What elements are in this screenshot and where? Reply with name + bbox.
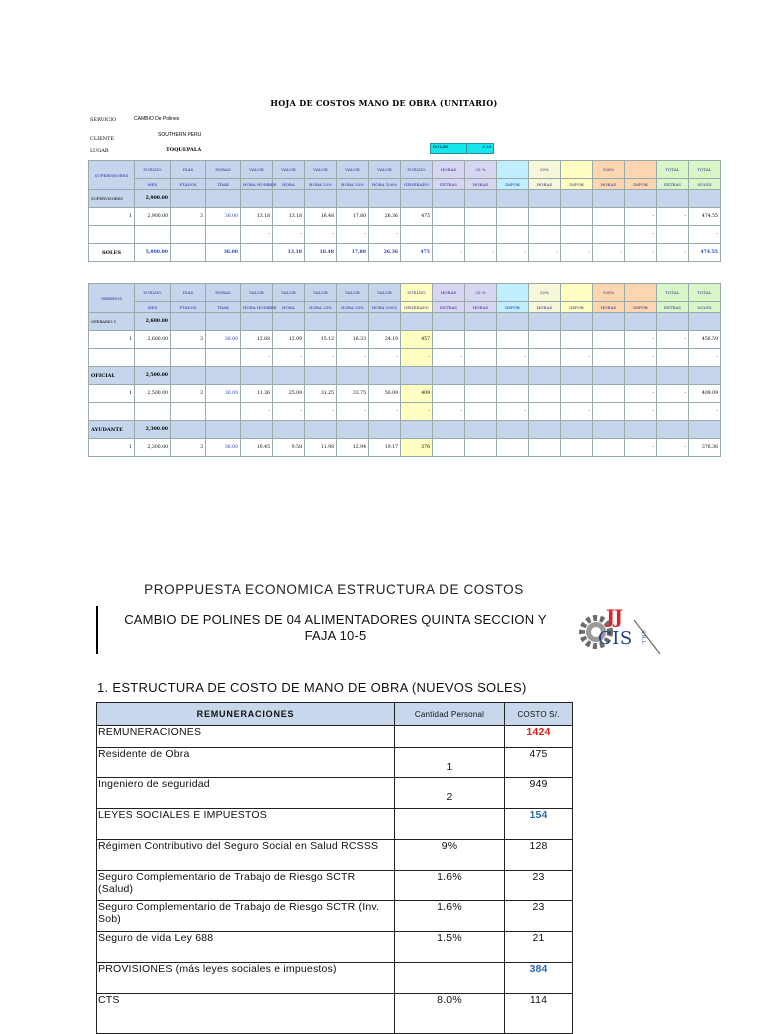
sheet-title: HOJA DE COSTOS MANO DE OBRA (UNITARIO): [270, 98, 498, 108]
cost-row: CTS 8.0% 114: [97, 994, 573, 1034]
role-row: OFICIAL 2,500.00: [89, 367, 721, 385]
obreros-table: [88, 283, 721, 457]
lugar-value: TOQUEPALA: [166, 147, 202, 153]
left-rule: [96, 606, 98, 654]
table-row: - - - - - - -: [89, 226, 721, 244]
cost-row: Régimen Contributivo del Seguro Social en Salud RCSSS 9% 128: [97, 840, 573, 871]
subheader-row: MES PTADOS TRAB HORA HOMBRE HORA HORA 25% HORA 35% HORA 100% GENERADO EXTRAS HORAS IMPOR HORAS IMPOR HORAS IMPOR EXTRAS SOLES: [89, 179, 721, 190]
cost-structure-table: [96, 702, 573, 1034]
soles-total-row: SOLES 5,800.00 36.00 13.18 16.48 17.80 26.36 475 - - - - - - - - 474.55: [89, 244, 721, 262]
proposal-subtitle: CAMBIO DE POLINES DE 04 ALIMENTADORES QUINTA SECCION Y FAJA 10-5: [124, 612, 547, 643]
table-row: 1 2,300.00 3 36.00 10.45 9.58 11.98 12.94 19.17 376 - - 376.36: [89, 439, 721, 457]
proposal-title: PROPPUESTA ECONOMICA ESTRUCTURA DE COSTOS: [144, 582, 524, 597]
cliente-value: SOUTHERN PERU: [158, 132, 202, 138]
logo-text-bottom: CIS: [598, 628, 633, 649]
supervisores-table: [88, 160, 721, 262]
dolar-value-cell: 3.30: [466, 143, 494, 154]
table-row: 1 2,500.00 3 36.00 11.36 25.00 31.25 33.75 50.00 409 - - 409.09: [89, 385, 721, 403]
header-row: OBREROS SUELDO DIAS HORAS VALOR VALOR VALOR VALOR VALOR SUELDO HORAS 25 % 35% 100% TOTAL TOTAL: [89, 284, 721, 302]
cost-row: PROVISIONES (más leyes sociales e impuestos) 384: [97, 963, 573, 994]
role-row: AYUDANTE 2,300.00: [89, 421, 721, 439]
cliente-label: CLIENTE: [90, 136, 115, 142]
cost-row: Residente de Obra 1 475: [97, 748, 573, 778]
servicio-label: SERVICIO: [90, 117, 117, 123]
dolar-label-cell: DOLAR: [430, 143, 468, 154]
servicio-value: CAMBIO De Polines: [134, 116, 180, 122]
cost-row: REMUNERACIONES 1424: [97, 726, 573, 748]
cost-row: Seguro de vida Ley 688 1.5% 21: [97, 932, 573, 963]
lugar-label: LUGAR: [90, 148, 109, 154]
header-row: SUPERVISORES SUELDO DIAS HORAS VALOR VALOR VALOR VALOR VALOR SUELDO HORAS 25 % 35% 100% TOTAL TOTAL: [89, 161, 721, 179]
role-header: OBREROS: [89, 284, 135, 313]
table-row: 1 2,600.00 3 36.00 12.68 12.09 15.12 16.33 24.19 457 - - 456.59: [89, 331, 721, 349]
company-logo: [574, 606, 664, 656]
table-row: 1 2,900.00 3 36.00 13.18 13.18 16.48 17.80 26.36 475 - - 474.55: [89, 208, 721, 226]
cost-row: Seguro Complementario de Trabajo de Riesgo SCTR (Inv. Sob) 1.6% 23: [97, 901, 573, 932]
role-row: SUPERVISORES 2,900.00: [89, 190, 721, 208]
role-header: SUPERVISORES: [89, 161, 135, 190]
subheader-row: MES PTADOS TRAB HORA HOMBRE HORA HORA 25% HORA 35% HORA 100% GENERADO EXTRAS HORAS IMPOR HORAS IMPOR HORAS IMPOR EXTRAS SOLES: [89, 302, 721, 313]
table-row: - - - - - - - - - - -: [89, 349, 721, 367]
cost-row: LEYES SOCIALES E IMPUESTOS 154: [97, 809, 573, 840]
section-title: 1. ESTRUCTURA DE COSTO DE MANO DE OBRA (NUEVOS SOLES): [97, 680, 527, 695]
cost-row: Seguro Complementario de Trabajo de Riesgo SCTR (Salud) 1.6% 23: [97, 871, 573, 901]
cost-header-row: REMUNERACIONES Cantidad Personal COSTO S/.: [97, 703, 573, 726]
logo-text-top: JJ: [606, 606, 622, 628]
logo-small-text: S.R.L.: [640, 630, 646, 646]
table-row: - - - - - - - - - - -: [89, 403, 721, 421]
cost-row: Ingeniero de seguridad 2 949: [97, 778, 573, 809]
role-row: OPERARIO 1 2,600.00: [89, 313, 721, 331]
